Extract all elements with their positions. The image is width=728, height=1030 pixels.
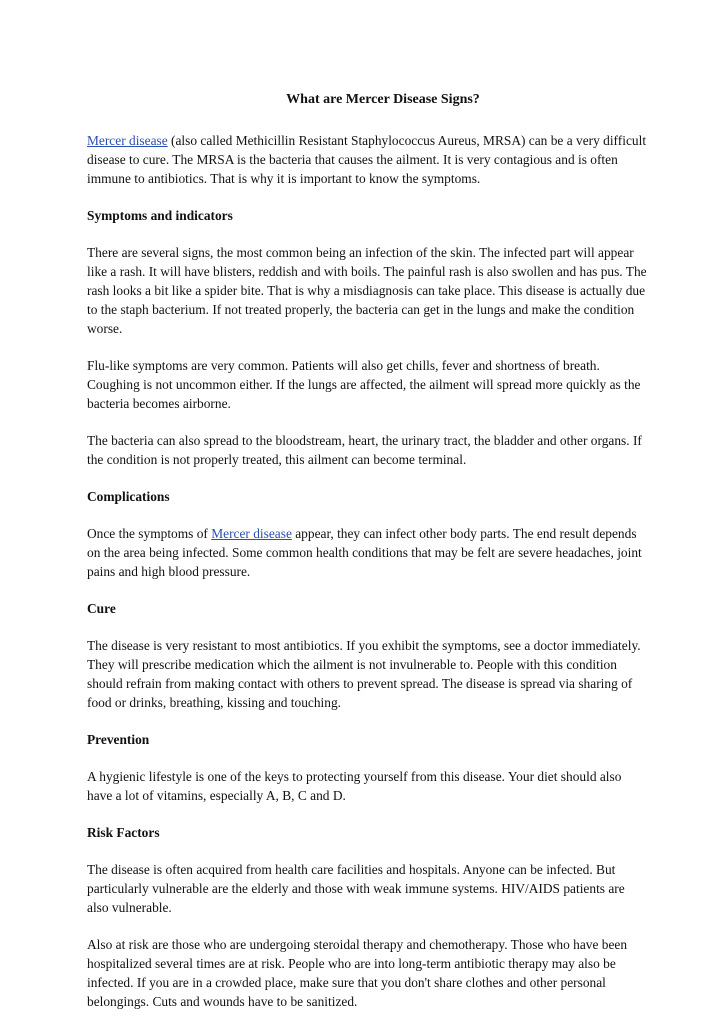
cure-heading: Cure [87,601,116,616]
complications-heading: Complications [87,489,170,504]
prevention-paragraph: A hygienic lifestyle is one of the keys to protecting yourself from this disease. Your diet should also have a lot of vitamins, especially A, B, C and D. [87,769,622,803]
symptoms-paragraph-1: There are several signs, the most common being an infection of the skin. The infected part will appear like a rash. It will have blisters, reddish and with boils. The painful rash is also swollen and has pus. The rash looks a bit like a spider bite. That is why a misdiagnosis can take place. This disease is actually due to the staph bacterium. If not treated properly, the bacteria can get in the lungs and make the condition worse. [87,245,647,336]
intro-paragraph [87,131,647,188]
risk-factors-paragraph-1: The disease is often acquired from health care facilities and hospitals. Anyone can be infected. But particularly vulnerable are the elderly and those with weak immune systems. HIV/AIDS patients are also vulnerable. [87,862,625,915]
cure-paragraph: The disease is very resistant to most antibiotics. If you exhibit the symptoms, see a doctor immediately. They will prescribe medication which the ailment is not invulnerable to. People with this condition should refrain from making contact with others to prevent spread. The disease is spread via sharing of food or drinks, breathing, kissing and touching. [87,638,641,710]
prevention-heading: Prevention [87,732,150,747]
symptoms-paragraph-2: Flu-like symptoms are very common. Patients will also get chills, fever and shortness of breath. Coughing is not uncommon either. If the lungs are affected, the ailment will spread more quickly as the bacteria becomes airborne. [87,358,641,411]
complications-paragraph [87,524,647,581]
symptoms-heading: Symptoms and indicators [87,208,233,223]
risk-factors-paragraph-2: Also at risk are those who are undergoing steroidal therapy and chemotherapy. Those who have been hospitalized several times are at risk. People who are into long-term antibiotic therapy may also be infected. If you are in a crowded place, make sure that you don't share clothes and other personal belongings. Cuts and wounds have to be sanitized. [87,937,628,1009]
page-title: What are Mercer Disease Signs? [286,92,480,107]
complications-text-pre: Once the symptoms of [87,526,212,541]
symptoms-paragraph-3: The bacteria can also spread to the bloodstream, heart, the urinary tract, the bladder and other organs. If the condition is not properly treated, this ailment can become terminal. [87,433,642,467]
mercer-disease-link-2[interactable]: Mercer disease [211,526,292,541]
intro-text: (also called Methicillin Resistant Staphylococcus Aureus, MRSA) can be a very difficult disease to cure. The MRSA is the bacteria that causes the ailment. It is very contagious and is often immune to antibiotics. That is why it is important to know the symptoms. [87,133,647,186]
document-body [87,90,647,1029]
risk-factors-heading: Risk Factors [87,825,160,840]
complications-text-post: appear, they can infect other body parts. The end result depends on the area being infected. Some common health conditions that may be felt are severe headaches, joint pains and high blood pressure. [87,526,642,579]
mercer-disease-link[interactable]: Mercer disease [87,133,168,148]
